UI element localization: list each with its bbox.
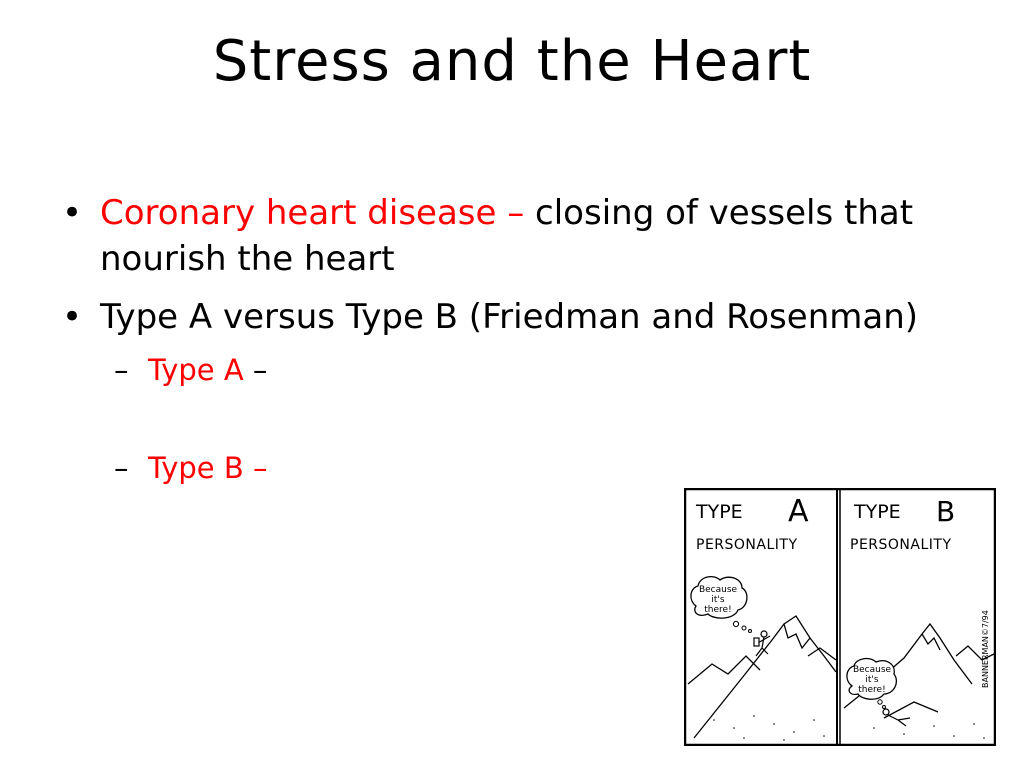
- left-bubble-line3: there!: [704, 605, 732, 615]
- left-subtitle: PERSONALITY: [696, 537, 798, 553]
- right-subtitle: PERSONALITY: [850, 537, 952, 553]
- sub-bullet-type-a: [58, 350, 998, 390]
- bullet-type-a-vs-b: [58, 294, 998, 340]
- right-heading: TYPE: [854, 501, 901, 523]
- left-letter: A: [788, 494, 809, 529]
- right-bubble-line1: Because: [852, 665, 892, 675]
- type-a-label: Type A: [148, 353, 244, 387]
- sub-bullet-dash: –: [114, 353, 129, 387]
- type-b-label: Type B: [148, 451, 244, 485]
- type-a-b-comic: [684, 488, 996, 746]
- comic-illustration: [684, 488, 996, 746]
- bullet-glyph: •: [62, 193, 83, 233]
- sub-bullet-dash: –: [114, 451, 129, 485]
- type-comparison-text: Type A versus Type B (Friedman and Rosenman): [100, 297, 919, 337]
- left-heading: TYPE: [696, 501, 743, 523]
- right-bubble-line3: there!: [858, 685, 886, 695]
- type-a-suffix: –: [252, 353, 268, 387]
- coronary-term: Coronary heart disease: [100, 193, 497, 233]
- bullet-list: [58, 190, 998, 488]
- left-bubble-line2: it's: [711, 595, 725, 605]
- bullet-coronary: [58, 190, 998, 282]
- coronary-definition: closing of vessels that nourish the heart: [100, 193, 914, 279]
- bullet-glyph: •: [62, 297, 83, 337]
- right-letter: B: [936, 495, 956, 528]
- coronary-dash: –: [507, 193, 525, 233]
- type-b-suffix: –: [252, 451, 268, 485]
- right-bubble-line2: it's: [865, 675, 879, 685]
- sub-bullet-type-b: [58, 448, 998, 488]
- slide-title: Stress and the Heart: [212, 29, 812, 94]
- artist-signature: BANNERMAN©7/94: [981, 610, 990, 688]
- left-bubble-line1: Because: [698, 585, 738, 595]
